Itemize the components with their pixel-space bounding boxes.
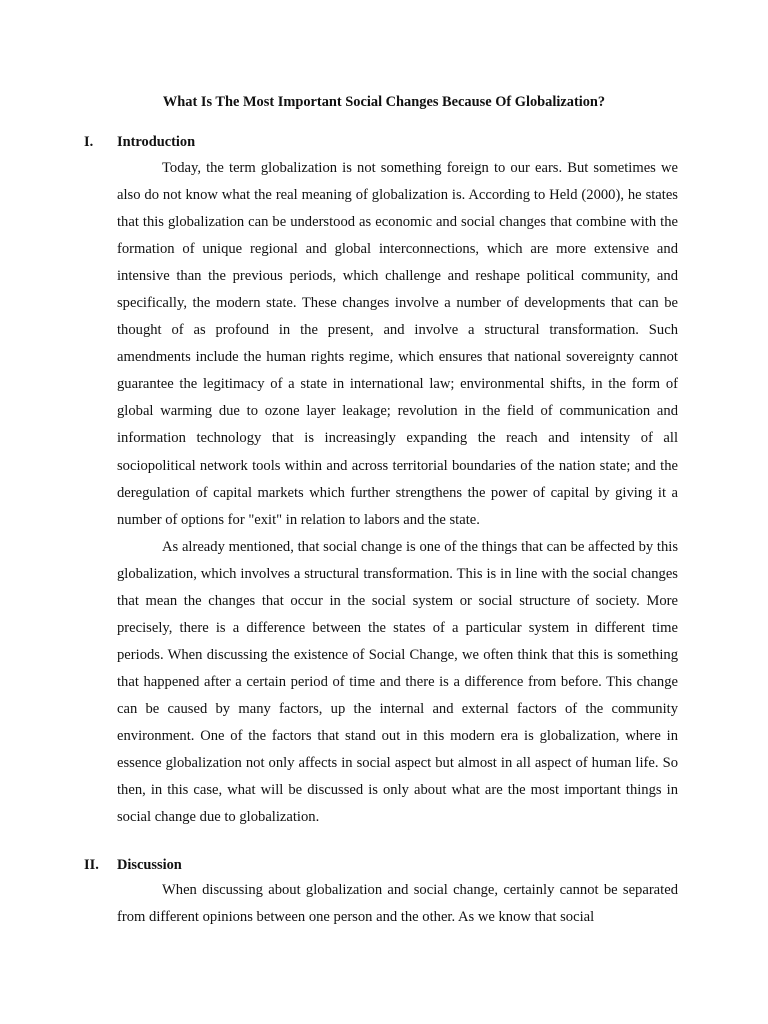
- discussion-body: [117, 877, 678, 931]
- section-heading-label: Introduction: [117, 134, 196, 150]
- section-heading-discussion: [84, 855, 182, 875]
- document-title: What Is The Most Important Social Changes Because Of Globalization?: [162, 94, 606, 110]
- introduction-body: [117, 155, 678, 831]
- section-numeral: I.: [84, 134, 94, 150]
- section-numeral: II.: [84, 857, 99, 873]
- paragraph: Today, the term globalization is not something foreign to our ears. But sometimes we also do not know what the real meaning of globalization is. According to Held (2000), he states that this globalization can be understood as economic and social changes that combine with the formation of unique regional and global interconnections, which are more extensive and intensive than the previous periods, which challenge and reshape political community, and specifically, the modern state. These changes involve a number of developments that can be thought of as profound in the present, and involve a structural transformation. Such amendments include the human rights regime, which ensures that national sovereignty cannot guarantee the legitimacy of a state in international law; environmental shifts, in the form of global warming due to ozone layer leakage; revolution in the field of communication and information technology that is increasingly expanding the reach and intensity of all sociopolitical network tools within and across territorial boundaries of the nation state; and the deregulation of capital markets which further strengthens the power of capital by giving it a number of options for "exit" in relation to labors and the state.: [117, 160, 678, 528]
- section-heading-label: Discussion: [117, 857, 182, 873]
- section-heading-introduction: [84, 132, 195, 152]
- paragraph: As already mentioned, that social change is one of the things that can be affected by this globalization, which involves a structural transformation. This is in line with the social changes that mean the changes that occur in the social system or social structure of society. More precisely, there is a difference between the states of a particular system in different time periods. When discussing the existence of Social Change, we often think that this is something that happened after a certain period of time and there is a difference from before. This change can be caused by many factors, up the internal and external factors of the community environment. One of the factors that stand out in this modern era is globalization, where in essence globalization not only affects in social aspect but almost in all aspect of human life. So then, in this case, what will be discussed is only about what are the most important things in social change due to globalization.: [117, 538, 678, 826]
- paragraph: When discussing about globalization and social change, certainly cannot be separated from different opinions between one person and the other. As we know that social: [117, 882, 678, 926]
